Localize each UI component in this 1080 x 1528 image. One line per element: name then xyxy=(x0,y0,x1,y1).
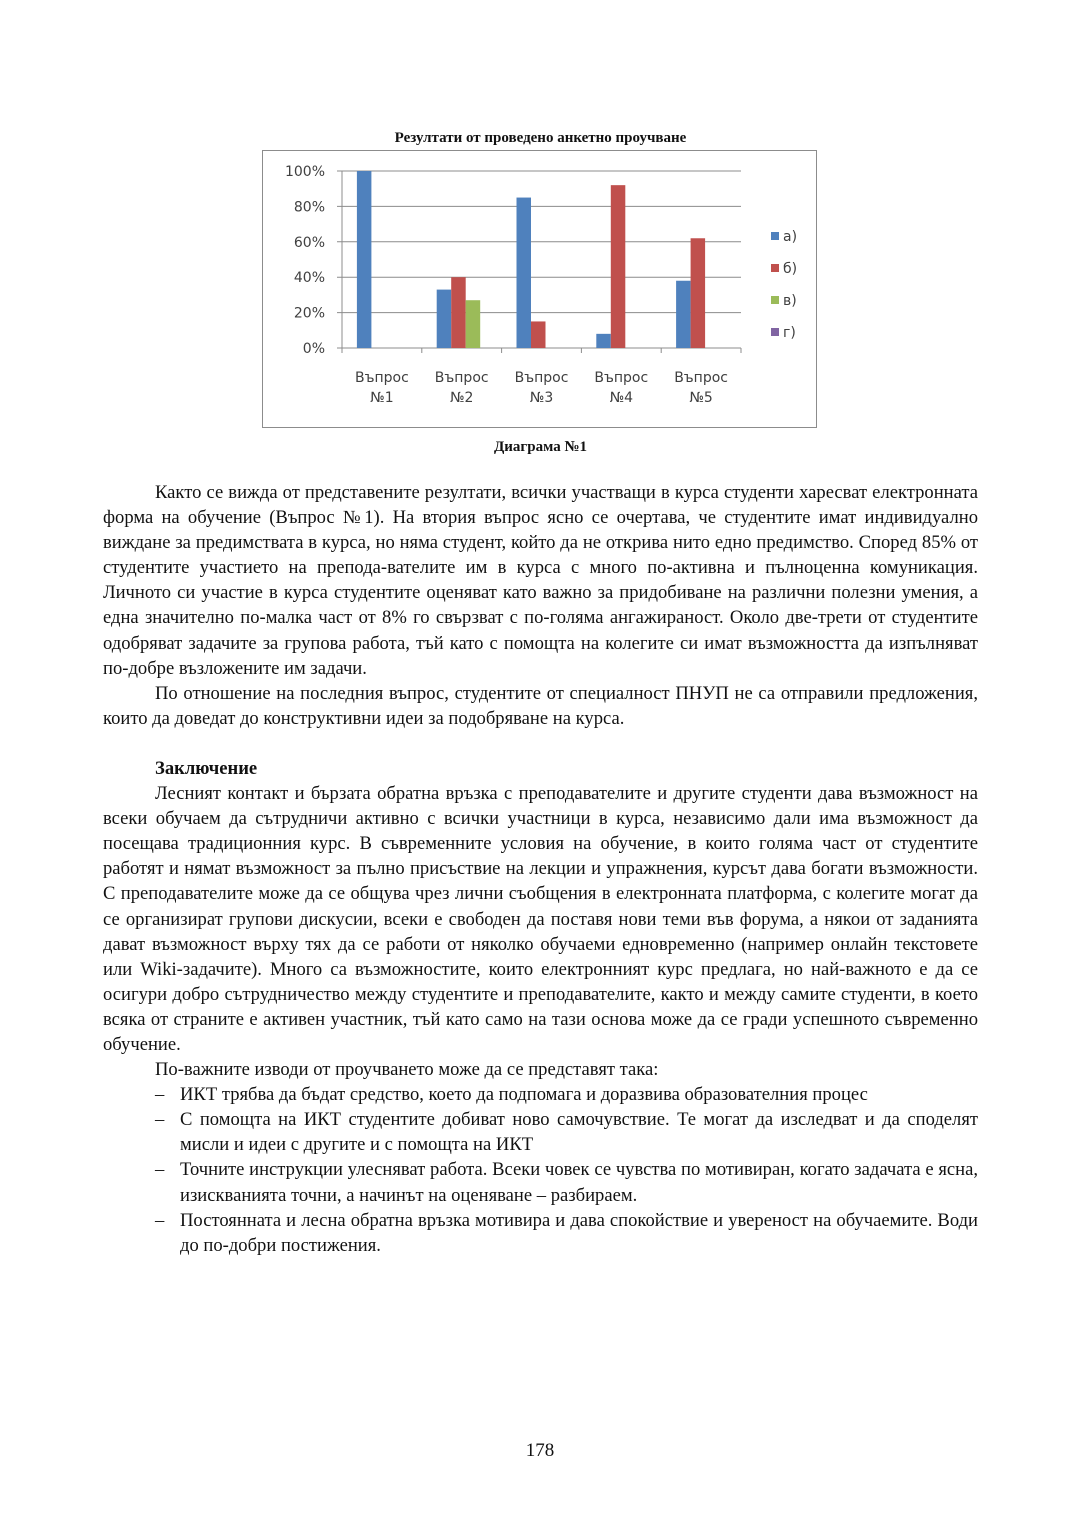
x-tick-label: №3 xyxy=(529,390,554,406)
y-tick-label: 40% xyxy=(293,270,325,287)
bar xyxy=(357,171,372,348)
dash-bullet-icon: – xyxy=(155,1159,165,1181)
bar xyxy=(517,198,532,348)
legend-label: а) xyxy=(783,229,798,245)
legend-swatch-icon xyxy=(771,328,779,336)
y-tick-label: 60% xyxy=(293,234,325,251)
legend-swatch-icon xyxy=(771,296,779,304)
bar xyxy=(676,281,691,348)
x-tick-label: Въпрос xyxy=(514,370,569,386)
results-discussion xyxy=(103,480,978,1258)
list-item: – ИКТ трябва да бъдат средство, което да подпомага и доразвива образователния процес xyxy=(103,1082,978,1107)
bar xyxy=(611,185,626,348)
chart-plot xyxy=(263,151,816,427)
dash-bullet-icon: – xyxy=(155,1109,165,1131)
list-item: – С помощта на ИКТ студентите добиват ново самочувствие. Те могат да изследват и да споделят мисли и идеи с другите и с помощта на ИКТ xyxy=(155,1109,978,1156)
bar xyxy=(596,334,611,348)
dash-bullet-icon: – xyxy=(155,1084,165,1106)
paragraph-results: Както се вижда от представените резултати, всички участващи в курса студенти харесват електронната форма на обучение (Въпрос №1). На втория въпрос ясно се очертава, че студентите имат индивидуално виждане за предимствата в курса, но няма студент, който да не открива нито едно предимство. Според 85% от студентите участието на препода-вателите им в курса с много по-активна и пълноценна комуникация. Личното си участие в курса студентите оценяват като важно за придобиване на различни полезни умения, а една значително по-малка част от 8% го свързват с по-голяма ангажираност. Около две-трети от студентите одобряват задачите за групова работа, тъй като с помощта на колегите си имат възможността да изпълняват по-добре възложените им задачи. xyxy=(103,482,978,679)
list-item: – Точните инструкции улесняват работа. Всеки човек се чувства по мотивиран, когато задачата е ясна, изискванията точни, а начинът на оценяване – разбираем. xyxy=(155,1159,978,1206)
figure-caption: Диаграма №1 xyxy=(493,439,588,455)
bar xyxy=(466,300,481,348)
legend-label: г) xyxy=(783,325,796,341)
page-number: 178 xyxy=(525,1440,555,1461)
x-tick-label: Въпрос xyxy=(674,370,729,386)
y-tick-label: 80% xyxy=(293,199,325,216)
paragraph-last-question: По отношение на последния въпрос, студентите от специалност ПНУП не са отправили предложения, които да доведат до конструктивни идеи за подобряване на курса. xyxy=(103,682,978,729)
findings-list xyxy=(103,1082,978,1258)
legend-swatch-icon xyxy=(771,264,779,272)
legend-label: б) xyxy=(783,261,798,277)
chart-title: Резултати от проведено анкетно проучване xyxy=(394,130,687,146)
x-tick-label: №1 xyxy=(370,390,394,406)
x-tick-label: №2 xyxy=(449,390,474,406)
y-tick-label: 100% xyxy=(284,164,325,180)
paragraph-findings-intro: По-важните изводи от проучването може да се представят така: xyxy=(155,1059,659,1081)
bar xyxy=(691,238,706,348)
x-tick-label: Въпрос xyxy=(354,370,409,386)
x-tick-label: №4 xyxy=(609,390,634,406)
x-tick-label: Въпрос xyxy=(434,370,489,386)
legend-label: в) xyxy=(783,293,797,309)
bar xyxy=(437,290,452,348)
bar xyxy=(531,321,546,348)
list-item: – Постоянната и лесна обратна връзка мотивира и дава спокойствие и увереност на обучаемите. Води до по-добри постижения. xyxy=(155,1209,978,1256)
bar xyxy=(451,277,466,348)
paragraph-conclusion: Лесният контакт и бързата обратна връзка с преподавателите и другите студенти дава възможност на всеки обучаем да сътрудничи активно с всички участници в курса, независимо дали има възможност да посещава традиционния курс. В съвременните условия на обучение, в които голяма част от студентите работят и нямат възможност за пълно присъствие на лекции и упражнения, курсът дава богати възможности. С преподавателите може да се общува чрез лични съобщения в електронната платформа, с колегите могат да се организират групови дискусии, всеки е свободен да поставя нови теми във форума, а някои от заданията дават възможност върху тях да се работи от няколко обучаеми едновременно (например онлайн текстовете или Wiki-задачите). Много са възможностите, които електронният курс предлага, но най-важното е да се осигури добро сътрудничество между студентите и преподавателите, както и между самите студенти, в което всяка от страните е активен участник, тъй като само на тази основа може да се гради успешното съвременно обучение. xyxy=(103,783,978,1055)
x-tick-label: Въпрос xyxy=(594,370,649,386)
x-tick-label: №5 xyxy=(689,390,713,406)
legend-swatch-icon xyxy=(771,232,779,240)
bar-chart xyxy=(262,150,817,428)
y-tick-label: 20% xyxy=(293,305,325,322)
section-heading-conclusion: Заключение xyxy=(155,757,258,779)
y-tick-label: 0% xyxy=(302,341,325,357)
dash-bullet-icon: – xyxy=(155,1209,165,1231)
